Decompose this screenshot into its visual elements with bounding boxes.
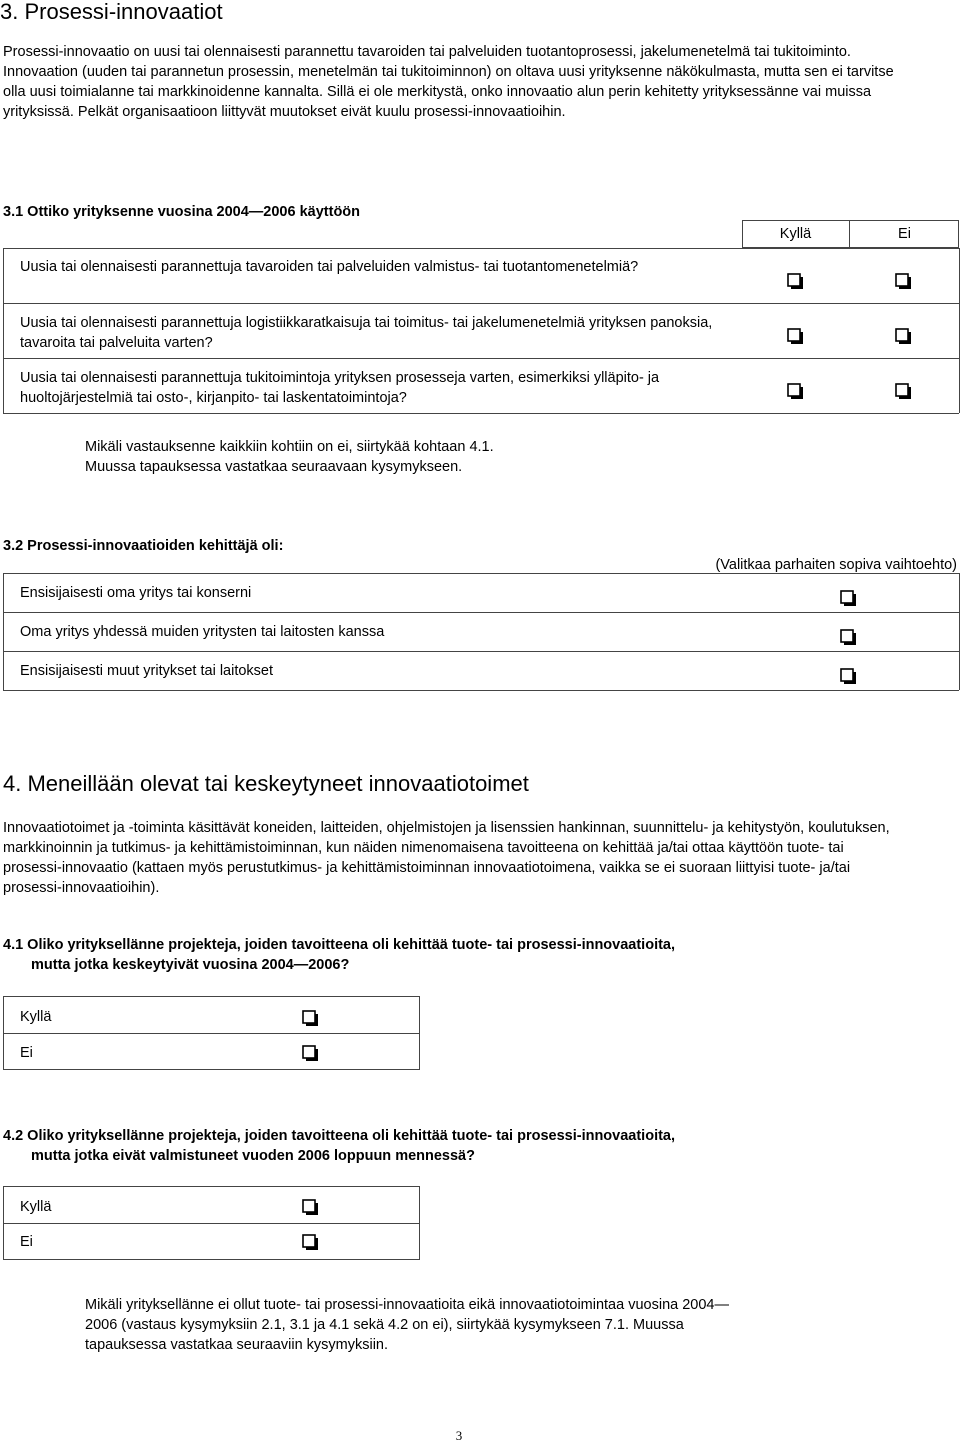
section-4-intro: Innovaatiotoimet ja -toiminta käsittävät koneiden, laitteiden, ohjelmistojen ja lisenssien hankinnan, suunnittelu- ja kehitystyön, koulutuksen, markkinoinnin ja tutkimus- ja kehittämistoiminnan, kun näiden nimenomaisena tavoitteena on kehittää ja/tai ottaa käyttöön tuote- tai prosessi-innovaatio (kattaen myös perustutkimus- ja kehittämistoiminnan innovaatiotoimena, vaikka se ei suoraan liittyisi tuote- ja/tai prosessi-innovaatioihin).	[3, 820, 890, 896]
q31-row-3-yes-checkbox[interactable]	[787, 383, 804, 400]
q32-option-2-label: Oma yritys yhdessä muiden yritysten tai laitosten kanssa	[20, 624, 385, 640]
q41-heading-line-2: mutta jotka keskeytyivät vuosina 2004—2006?	[31, 957, 350, 973]
question-4-1-heading	[3, 935, 675, 975]
q42-heading-line-2: mutta jotka eivät valmistuneet vuoden 2006 loppuun mennessä?	[31, 1148, 475, 1164]
intro-paragraph-2: Innovaation (uuden tai parannetun prosessin, menetelmän tai tukitoiminnon) on oltava uusi yrityksenne näkökulmasta, mutta sen ei tarvitse olla uusi toimialanne tai markkinoidenne kannalta. Sillä ei ole merkitystä, onko innovaatio alun perin kehitetty yrityksessänne vai muissa yrityksissä. Pelkät organisaatioon liittyvät muutokset eivät kuulu prosessi-innovaatioihin.	[3, 64, 894, 120]
q42-heading-line-1: 4.2 Oliko yrityksellänne projekteja, joiden tavoitteena oli kehittää tuote- tai prosessi-innovaatioita,	[3, 1128, 676, 1144]
section-4-title: 4. Meneillään olevat tai keskeytyneet innovaatiotoimet	[3, 771, 529, 796]
column-yes-label: Kyllä	[779, 226, 812, 242]
q32-option-2-checkbox[interactable]	[840, 629, 857, 646]
q42-no-label: Ei	[20, 1234, 33, 1250]
page-number: 3	[455, 1428, 463, 1443]
q31-row-1-label: Uusia tai olennaisesti parannettuja tavaroiden tai palveluiden valmistus- tai tuotantomenetelmiä?	[20, 259, 639, 275]
q31-row-2-label: Uusia tai olennaisesti parannettuja logistiikkaratkaisuja tai toimitus- tai jakelumenetelmiä yrityksen panoksia, tavaroita tai palveluita varten?	[20, 315, 713, 351]
q32-option-1-label: Ensisijaisesti oma yritys tai konserni	[20, 585, 252, 601]
intro-paragraph-1: Prosessi-innovaatio on uusi tai olennaisesti parannettu tavaroiden tai palveluiden tuotantoprosessi, jakelumenetelmä tai tukitoiminto.	[3, 44, 851, 60]
q31-note-line-2: Muussa tapauksessa vastatkaa seuraavaan kysymykseen.	[85, 459, 463, 475]
q42-skip-note: Mikäli yrityksellänne ei ollut tuote- tai prosessi-innovaatioita eikä innovaatiotoimintaa vuosina 2004—2006 (vastaus kysymyksiin 2.1, 3.1 ja 4.1 sekä 4.2 on ei), siirtykää kysymykseen 7.1. Muussa tapauksessa vastatkaa seuraaviin kysymyksiin.	[85, 1297, 729, 1353]
q31-note-line-1: Mikäli vastauksenne kaikkiin kohtiin on ei, siirtykää kohtaan 4.1.	[85, 439, 494, 455]
question-3-1-heading: 3.1 Ottiko yrityksenne vuosina 2004—2006 käyttöön	[3, 204, 361, 220]
question-3-2-hint: (Valitkaa parhaiten sopiva vaihtoehto)	[715, 557, 957, 573]
column-no-label: Ei	[898, 226, 911, 242]
q41-heading-line-1: 4.1 Oliko yrityksellänne projekteja, joiden tavoitteena oli kehittää tuote- tai prosessi-innovaatioita,	[3, 937, 676, 953]
q42-yes-checkbox[interactable]	[302, 1199, 319, 1216]
section-3-intro	[3, 42, 913, 122]
q31-row-1-yes-checkbox[interactable]	[787, 273, 804, 290]
q31-row-2-no-checkbox[interactable]	[895, 328, 912, 345]
question-4-2-heading	[3, 1126, 675, 1166]
section-3-title: 3. Prosessi-innovaatiot	[0, 0, 223, 24]
q41-yes-checkbox[interactable]	[302, 1010, 319, 1027]
q31-row-3-label: Uusia tai olennaisesti parannettuja tukitoimintoja yrityksen prosesseja varten, esimerkiksi ylläpito- ja huoltojärjestelmiä tai osto-, kirjanpito- tai laskentatoimintoja?	[20, 370, 660, 406]
q32-option-3-label: Ensisijaisesti muut yritykset tai laitokset	[20, 663, 274, 679]
q41-no-label: Ei	[20, 1045, 33, 1061]
q41-no-checkbox[interactable]	[302, 1045, 319, 1062]
q31-skip-note	[85, 437, 494, 477]
q32-option-1-checkbox[interactable]	[840, 590, 857, 607]
q41-yes-label: Kyllä	[20, 1009, 52, 1025]
q31-row-1-no-checkbox[interactable]	[895, 273, 912, 290]
question-3-2-heading: 3.2 Prosessi-innovaatioiden kehittäjä oli:	[3, 538, 284, 554]
q31-row-3-no-checkbox[interactable]	[895, 383, 912, 400]
q31-row-2-yes-checkbox[interactable]	[787, 328, 804, 345]
q42-yes-label: Kyllä	[20, 1199, 52, 1215]
q32-option-3-checkbox[interactable]	[840, 668, 857, 685]
q42-no-checkbox[interactable]	[302, 1234, 319, 1251]
